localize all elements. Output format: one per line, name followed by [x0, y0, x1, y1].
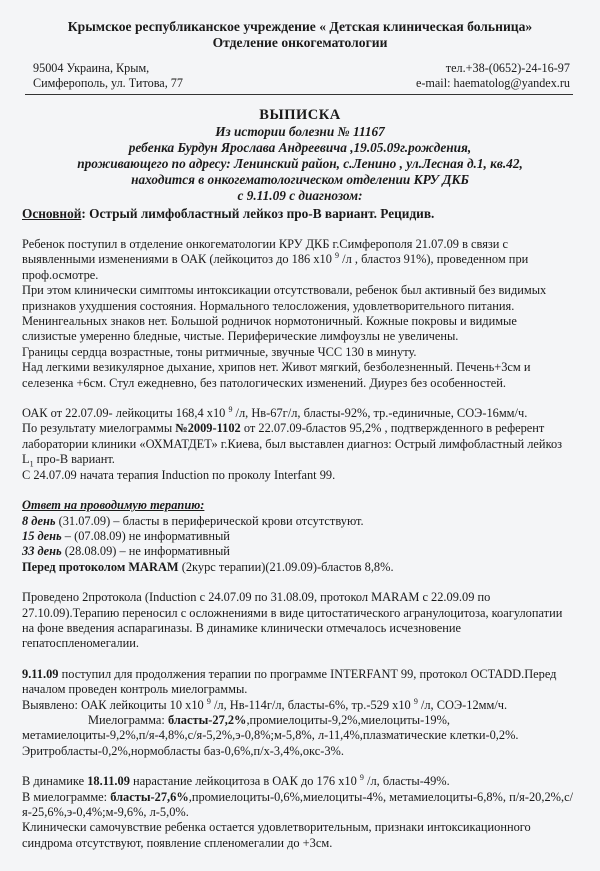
paragraph-admission: Ребенок поступил в отделение онкогематологии КРУ ДКБ г.Симферополя 21.07.09 в связи с выявленными изменениями в ОАК (лейкоцитоз до 186 х10 $^9$ /л , бластоз 91%), проведенном при проф.осмотре. — [22, 237, 529, 282]
paragraph-protocols: Проведено 2протокола (Induction с 24.07.09 по 31.08.09, протокол MARAM с 22.09.09 по 27.10.09).Терапию переносил с осложнениями в виде цитостатического агранулоцитоза, коагулопатии на фоне введения аспарагиназы. В динамике клинически отмечалось исчезновение гепатоспленомегалии. — [22, 590, 563, 651]
subtitle-history: Из истории болезни № 11167 — [215, 124, 385, 139]
diagnosis-text: : Острый лимфобластный лейкоз про-В вариант. Рецидив. — [81, 206, 435, 221]
diagnosis-label: Основной — [22, 206, 82, 221]
paragraph-revealed: Выявлено: ОАК лейкоциты 10 х10 $^9$ /л, Нв-114г/л, бласты-6%, тр.-529 х10 $^9$ /л, СОЭ-12мм/ч. — [22, 696, 508, 712]
paragraph-readmission: 9.11.09 поступил для продолжения терапии по программе INTERFANT 99, протокол OCTADD.Перед началом проведен контроль миелограммы. — [22, 666, 557, 697]
document-body — [0, 222, 600, 851]
response-day-15: 15 день – (07.08.09) не информативный — [22, 528, 230, 543]
phone-number: тел.+38-(0652)-24-16-97 — [445, 61, 570, 75]
paragraph-heart: Границы сердца возрастные, тоны ритмичные, звучные ЧСС 130 в минуту. — [22, 344, 417, 359]
address-line-2: Симферополь, ул. Титова, 77 — [33, 76, 183, 90]
email-address: e-mail: haematolog@yandex.ru — [415, 76, 570, 90]
response-heading: Ответ на проводимую терапию: — [22, 498, 205, 513]
document-title: ВЫПИСКА — [259, 107, 341, 123]
paragraph-therapy-start: С 24.07.09 начата терапия Induction по проколу Interfant 99. — [22, 467, 336, 482]
paragraph-myelogram-2: Миелограмма: бласты-27,2%,промиелоциты-9,2%,миелоциты-19%, метамиелоциты-9,2%,п/я-4,8%,с/я-5,2%,э-0,8%;м-5,8%, л-11,4%,плазматические клетки-0,2%. Эритробласты-0,2%,нормобласты баз-0,6%,п/х-3,4%,окс-3%. — [22, 712, 519, 758]
subtitle-department: находится в онкогематологическом отделении КРУ ДКБ — [131, 172, 469, 187]
paragraph-myelogram: По результату миелограммы №2009-1102 от 22.07.09-бластов 95,2% , подтвержденного в референт лаборатории клиники «ОХМАТДЕТ» г.Киева, был выставлен диагноз: Острый лимфобластный лейкоз $L_1$ про-В вариант. — [22, 421, 563, 469]
response-maram: Перед протоколом MARAM (2курс терапии)(21.09.09)-бластов 8,8%. — [22, 559, 394, 574]
header-divider — [25, 94, 573, 95]
department-name: Отделение онкогематологии — [212, 35, 388, 50]
subtitle-date: с 9.11.09 с диагнозом: — [237, 188, 363, 203]
institution-name: Крымское республиканское учреждение « Детская клиническая больница» — [67, 19, 533, 34]
paragraph-myelogram-3: В миелограмме: бласты-27,6%,промиелоциты-0,6%,миелоциты-4%, метамиелоциты-6,8%, п/я-20,2%,с/я-25,6%,э-0,4%;м-9,6%, л-5,0%. — [22, 789, 574, 819]
response-day-8: 8 день (31.07.09) – бласты в периферической крови отсутствуют. — [22, 513, 364, 528]
subtitle-patient: ребенка Бурдун Ярослава Андреевича ,19.05.09г.рождения, — [128, 140, 472, 155]
contact-info — [416, 61, 570, 91]
diagnosis — [0, 206, 600, 222]
response-day-33: 33 день (28.08.09) – не информативный — [22, 544, 230, 559]
paragraph-abdomen: Над легкими везикулярное дыхание, хрипов нет. Живот мягкий, безболезненный. Печень+3см и селезенка +6см. Стул ежедневно, без патологических изменений. Диурез без особенностей. — [22, 360, 531, 390]
postal-address — [33, 61, 183, 91]
paragraph-dynamics: В динамике 18.11.09 нарастание лейкоцитоза в ОАК до 176 х10 $^9$ /л, бласты-49%. — [22, 773, 450, 789]
subtitle-address: проживающего по адресу: Ленинский район, с.Ленино , ул.Лесная д.1, кв.42, — [77, 156, 523, 171]
paragraph-oak: ОАК от 22.07.09- лейкоциты 168,4 х10 $^9$ /л, Нв-67г/л, бласты-92%, тр.-единичные, СОЭ-16мм/ч. — [22, 404, 528, 421]
paragraph-final: Клинически самочувствие ребенка остается удовлетворительным, признаки интоксикационного синдрома отсутствуют, появление спленомегалии до +3см. — [22, 820, 531, 850]
paragraph-clinical: При этом клинически симптомы интоксикации отсутствовали, ребенок был активный без видимых признаков ухудшения состояния. Нормального телосложения, удовлетворительного питания. Менингеальных знаков нет. Большой родничок нормотоничный. Кожные покровы и видимые слизистые умеренно бледные, чистые. Периферические лимфоузлы не увеличены. — [22, 283, 547, 344]
letterhead-contacts — [0, 61, 600, 91]
address-line-1: 95004 Украина, Крым, — [33, 61, 150, 75]
